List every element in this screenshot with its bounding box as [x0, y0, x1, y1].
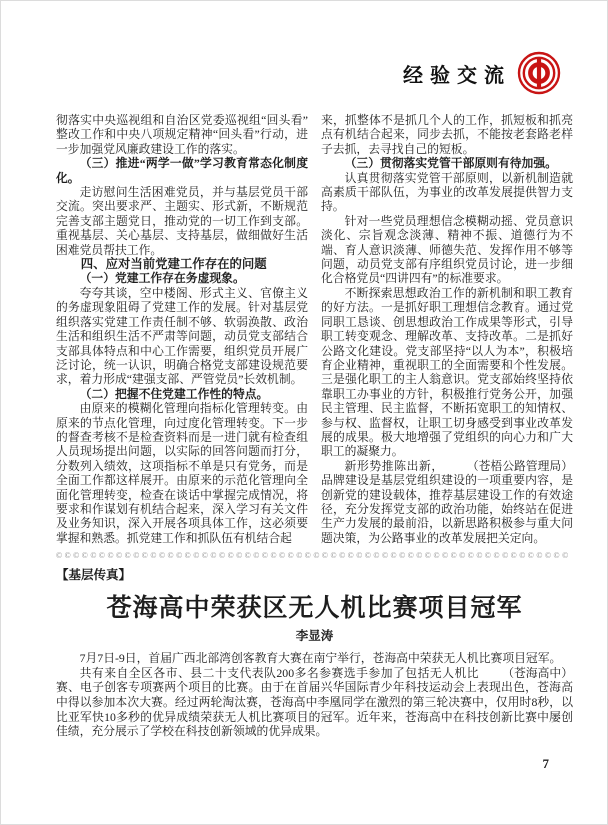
- article-author: 李显涛: [295, 629, 334, 644]
- column-label: 【基层传真】: [56, 568, 132, 583]
- paragraph: 彻落实中央巡视组和自治区党委巡视组“回头看”整改工作和中央八项规定精神“回头看”行动，进一步加强党风廉政建设工作的落实。: [56, 113, 308, 156]
- ornamental-divider: ©©©©©©©©©©©©©©©©©©©©©©©©©©©©©©©©©©©©©©©©©©©©©©©©©©©©©©©©©©©©: [56, 551, 571, 561]
- subheading: （三）贯彻落实党管干部原则有待加强。: [344, 156, 557, 171]
- subheading: （二）把握不住党建工作性的特点。: [79, 386, 269, 401]
- trade-union-emblem-icon: [517, 51, 561, 95]
- paragraph-with-attribution: [321, 459, 573, 545]
- paragraph-with-attribution: [56, 666, 573, 739]
- section-title: 经验交流: [403, 62, 511, 87]
- paragraph: 由原来的模糊化管理向指标化管理转变。由原来的节点化管理，向过度化管理转变。下一步的督查考核不是检查资料而是一进门就有检查组人员现场提出问题，以实际的回答问题而打分，分数列入绩效，这项指标不单是只有党务，而是全面工作都这样展开。由原来的示范化管理向全面化管理转变，检查在谈话中掌握完成情况，将要求和作谋划有机结合起来，深入学习有关文件及业务知识，深入开展各项具体工作，这必须要掌握和熟悉。抓党建工作和抓队伍有机结合起: [56, 401, 308, 545]
- article-body: [56, 651, 573, 739]
- paragraph: 认真贯彻落实党管干部原则，以新机制造就高素质干部队伍，为事业的改革发展提供智力支持。: [321, 170, 573, 214]
- subheading: （三）推进“两学一做”学习教育常态化制度化。: [56, 156, 308, 185]
- article-title: 苍海高中荣获区无人机比赛项目冠军: [106, 595, 523, 623]
- page-content: [56, 113, 573, 739]
- page-number: 7: [542, 756, 549, 771]
- left-column: [56, 113, 308, 545]
- paragraph: 走访慰问生活困难党员，并与基层党员干部交流。突出要求严、主题实、形式新，不断规范完善支部主题党日，推动党的一切工作到支部。重视基层、关心基层、支持基层，做细做好生活困难党员帮扶工作。: [56, 185, 308, 257]
- source-attribution: （苍梧公路管理局）: [466, 458, 573, 473]
- masthead: [403, 51, 561, 95]
- paragraph: 针对一些党员理想信念模糊动摇、党员意识淡化、宗旨观念淡薄、精神不振、道德行为不端、育人意识淡薄、师德失范、发挥作用不够等问题，动员党支部有序组织党员讨论，进一步细化合格党员“四讲四有”的标准要求。: [321, 213, 573, 286]
- paragraph-text: 新形势推陈出新，品牌建设是基层党组织建设的一项重要内容，是创新党的建设载体，推荐基层建设工作的有效途径，充分发挥党支部的政治功能，始终站在促进生产力发展的最前沿，以新思路积极参与重大问题决策，为公路事业的改革发展把关定向。: [321, 458, 573, 545]
- section-heading: 四、应对当前党建工作存在的问题: [80, 257, 267, 272]
- right-column: [321, 113, 573, 545]
- two-column-text: [56, 113, 573, 545]
- paragraph-text: 共有来自全区各市、县二十支代表队200多名参赛选手参加了包括无人机比赛、电子创客专项赛两个项目的比赛。由于在首届兴华国际青少年科技运动会上表现出色，苍海高中得以参加本次大赛。经过两轮淘汰赛，苍海高中李凰同学在激烈的第三轮决赛中，仅用时8秒，以比亚军快10多秒的优异成绩荣获无人机比赛项目的冠军。近年来，苍海高中在科技创新比赛中屡创佳绩，充分展示了学校在科技创新领域的优异成果。: [56, 665, 573, 739]
- paragraph: 7月7日-9日，首届广西北部湾创客教育大赛在南宁举行，苍海高中荣获无人机比赛项目冠军。: [79, 651, 562, 666]
- article-section: [56, 565, 573, 739]
- subheading: （一）党建工作存在务虚现象。: [79, 271, 245, 286]
- paragraph: 来，抓整体不是抓几个人的工作，抓短板和抓亮点有机结合起来，同步去抓，不能按老套路老样子去抓，去寻找自己的短板。: [321, 113, 573, 156]
- source-attribution: （苍海高中）: [502, 665, 573, 680]
- paragraph: 不断探索思想政治工作的新机制和职工教育的好方法。一是抓好职工理想信念教育。通过党同职工恳谈、创思想政治工作成果等形式，引导职工转变观念、理解改革、支持改革。二是抓好公路文化建设。党支部坚持“以人为本”，积极培育企业精神，重视职工的全面需要和个性发展。三是强化职工的主人翁意识。党支部始终坚持依靠职工办事业的方针，积极推行党务公开，加强民主管理、民主监督，不断拓宽职工的知情权、参与权、监督权，让职工切身感受到事业改革发展的成果。极大地增强了党组织的向心力和广大职工的凝聚力。: [321, 285, 573, 459]
- paragraph: 夸夸其谈，空中楼阁、形式主义、官僚主义的务虚现象阻碍了党建工作的发展。针对基层党组织落实党建工作责任制不够、软弱涣散、政治生活和组织生活不严肃等问题，动员党支部结合支部具体特点和中心工作需要，组织党员开展广泛讨论，统一认识，明确合格党支部建设规范要求，着力形成“建强支部、严管党员”长效机制。: [56, 285, 308, 387]
